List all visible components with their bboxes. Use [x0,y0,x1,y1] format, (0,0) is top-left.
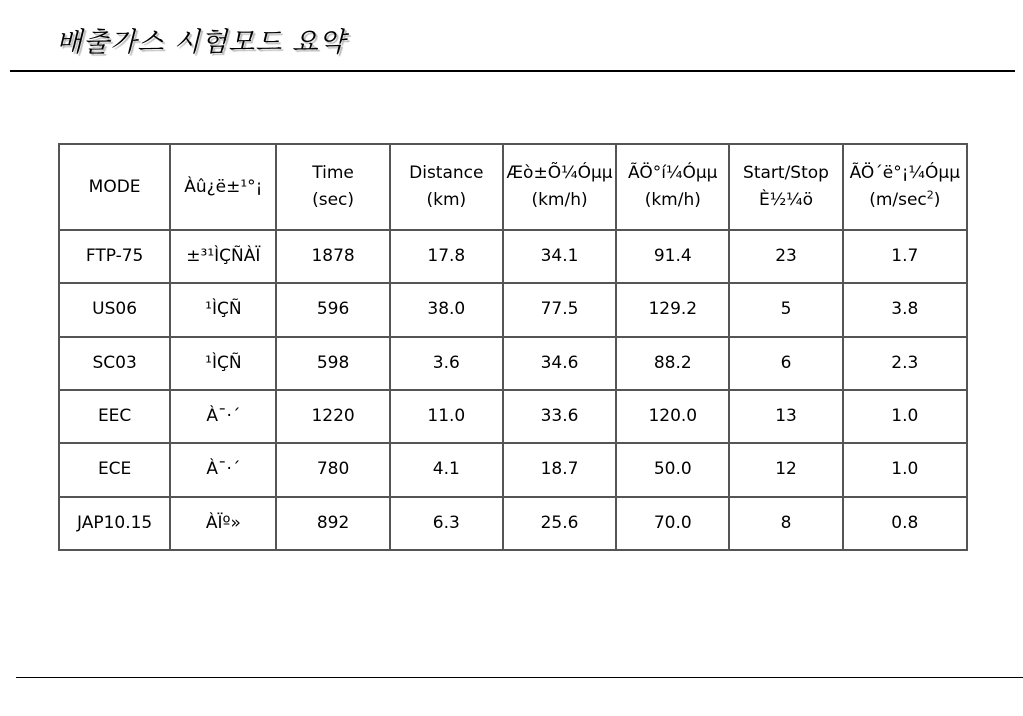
cell-applied-country: ¹ÌÇÑ [170,283,276,336]
cell-mode: US06 [59,283,170,336]
table-row [59,230,967,283]
cell-time: 598 [276,337,389,390]
cell-average-speed: 25.6 [503,497,616,550]
table-row [59,390,967,443]
cell-max-acceleration: 1.7 [843,230,967,283]
title-divider [10,70,1015,72]
cell-time: 1878 [276,230,389,283]
cell-average-speed: 77.5 [503,283,616,336]
emission-test-mode-table [58,143,968,551]
header-applied-country: Àû¿ë±¹°¡ [170,144,276,230]
footer-divider [16,677,1023,678]
cell-max-acceleration: 3.8 [843,283,967,336]
header-max-acceleration: ÃÖ´ë°¡¼Óµµ $(m/\sec^2)$ [843,144,967,230]
cell-distance: 11.0 [390,390,503,443]
cell-distance: 3.6 [390,337,503,390]
table-header-row [59,144,967,230]
cell-start-stop: 6 [729,337,842,390]
cell-start-stop: 12 [729,443,842,496]
header-max-speed: ÃÖ°í¼Óµµ (km/h) [616,144,729,230]
header-mode: MODE [59,144,170,230]
cell-start-stop: 5 [729,283,842,336]
cell-max-acceleration: 1.0 [843,390,967,443]
cell-max-speed: 91.4 [616,230,729,283]
cell-distance: 4.1 [390,443,503,496]
header-distance: Distance (km) [390,144,503,230]
cell-mode: EEC [59,390,170,443]
cell-average-speed: 33.6 [503,390,616,443]
cell-average-speed: 34.1 [503,230,616,283]
table-row [59,497,967,550]
table-row [59,283,967,336]
cell-max-acceleration: 0.8 [843,497,967,550]
cell-average-speed: 34.6 [503,337,616,390]
cell-average-speed: 18.7 [503,443,616,496]
header-start-stop: Start/Stop È½¼ö [729,144,842,230]
cell-mode: FTP-75 [59,230,170,283]
cell-max-speed: 129.2 [616,283,729,336]
cell-applied-country: ±³¹ÌÇÑÀÏ [170,230,276,283]
table-row [59,443,967,496]
cell-mode: JAP10.15 [59,497,170,550]
cell-distance: 38.0 [390,283,503,336]
cell-mode: SC03 [59,337,170,390]
cell-applied-country: À¯·´ [170,443,276,496]
cell-time: 892 [276,497,389,550]
cell-max-acceleration: 2.3 [843,337,967,390]
header-time: Time (sec) [276,144,389,230]
cell-time: 780 [276,443,389,496]
cell-applied-country: ÀÏº» [170,497,276,550]
cell-max-acceleration: 1.0 [843,443,967,496]
cell-distance: 6.3 [390,497,503,550]
cell-max-speed: 88.2 [616,337,729,390]
cell-applied-country: ¹ÌÇÑ [170,337,276,390]
cell-distance: 17.8 [390,230,503,283]
table-row [59,337,967,390]
cell-time: 596 [276,283,389,336]
cell-applied-country: À¯·´ [170,390,276,443]
cell-max-speed: 120.0 [616,390,729,443]
cell-max-speed: 70.0 [616,497,729,550]
cell-mode: ECE [59,443,170,496]
cell-max-speed: 50.0 [616,443,729,496]
header-average-speed: Æò±Õ¼Óµµ (km/h) [503,144,616,230]
cell-start-stop: 23 [729,230,842,283]
cell-time: 1220 [276,390,389,443]
cell-start-stop: 8 [729,497,842,550]
cell-start-stop: 13 [729,390,842,443]
page-title: 배출가스 시험모드 요약 [56,27,346,58]
